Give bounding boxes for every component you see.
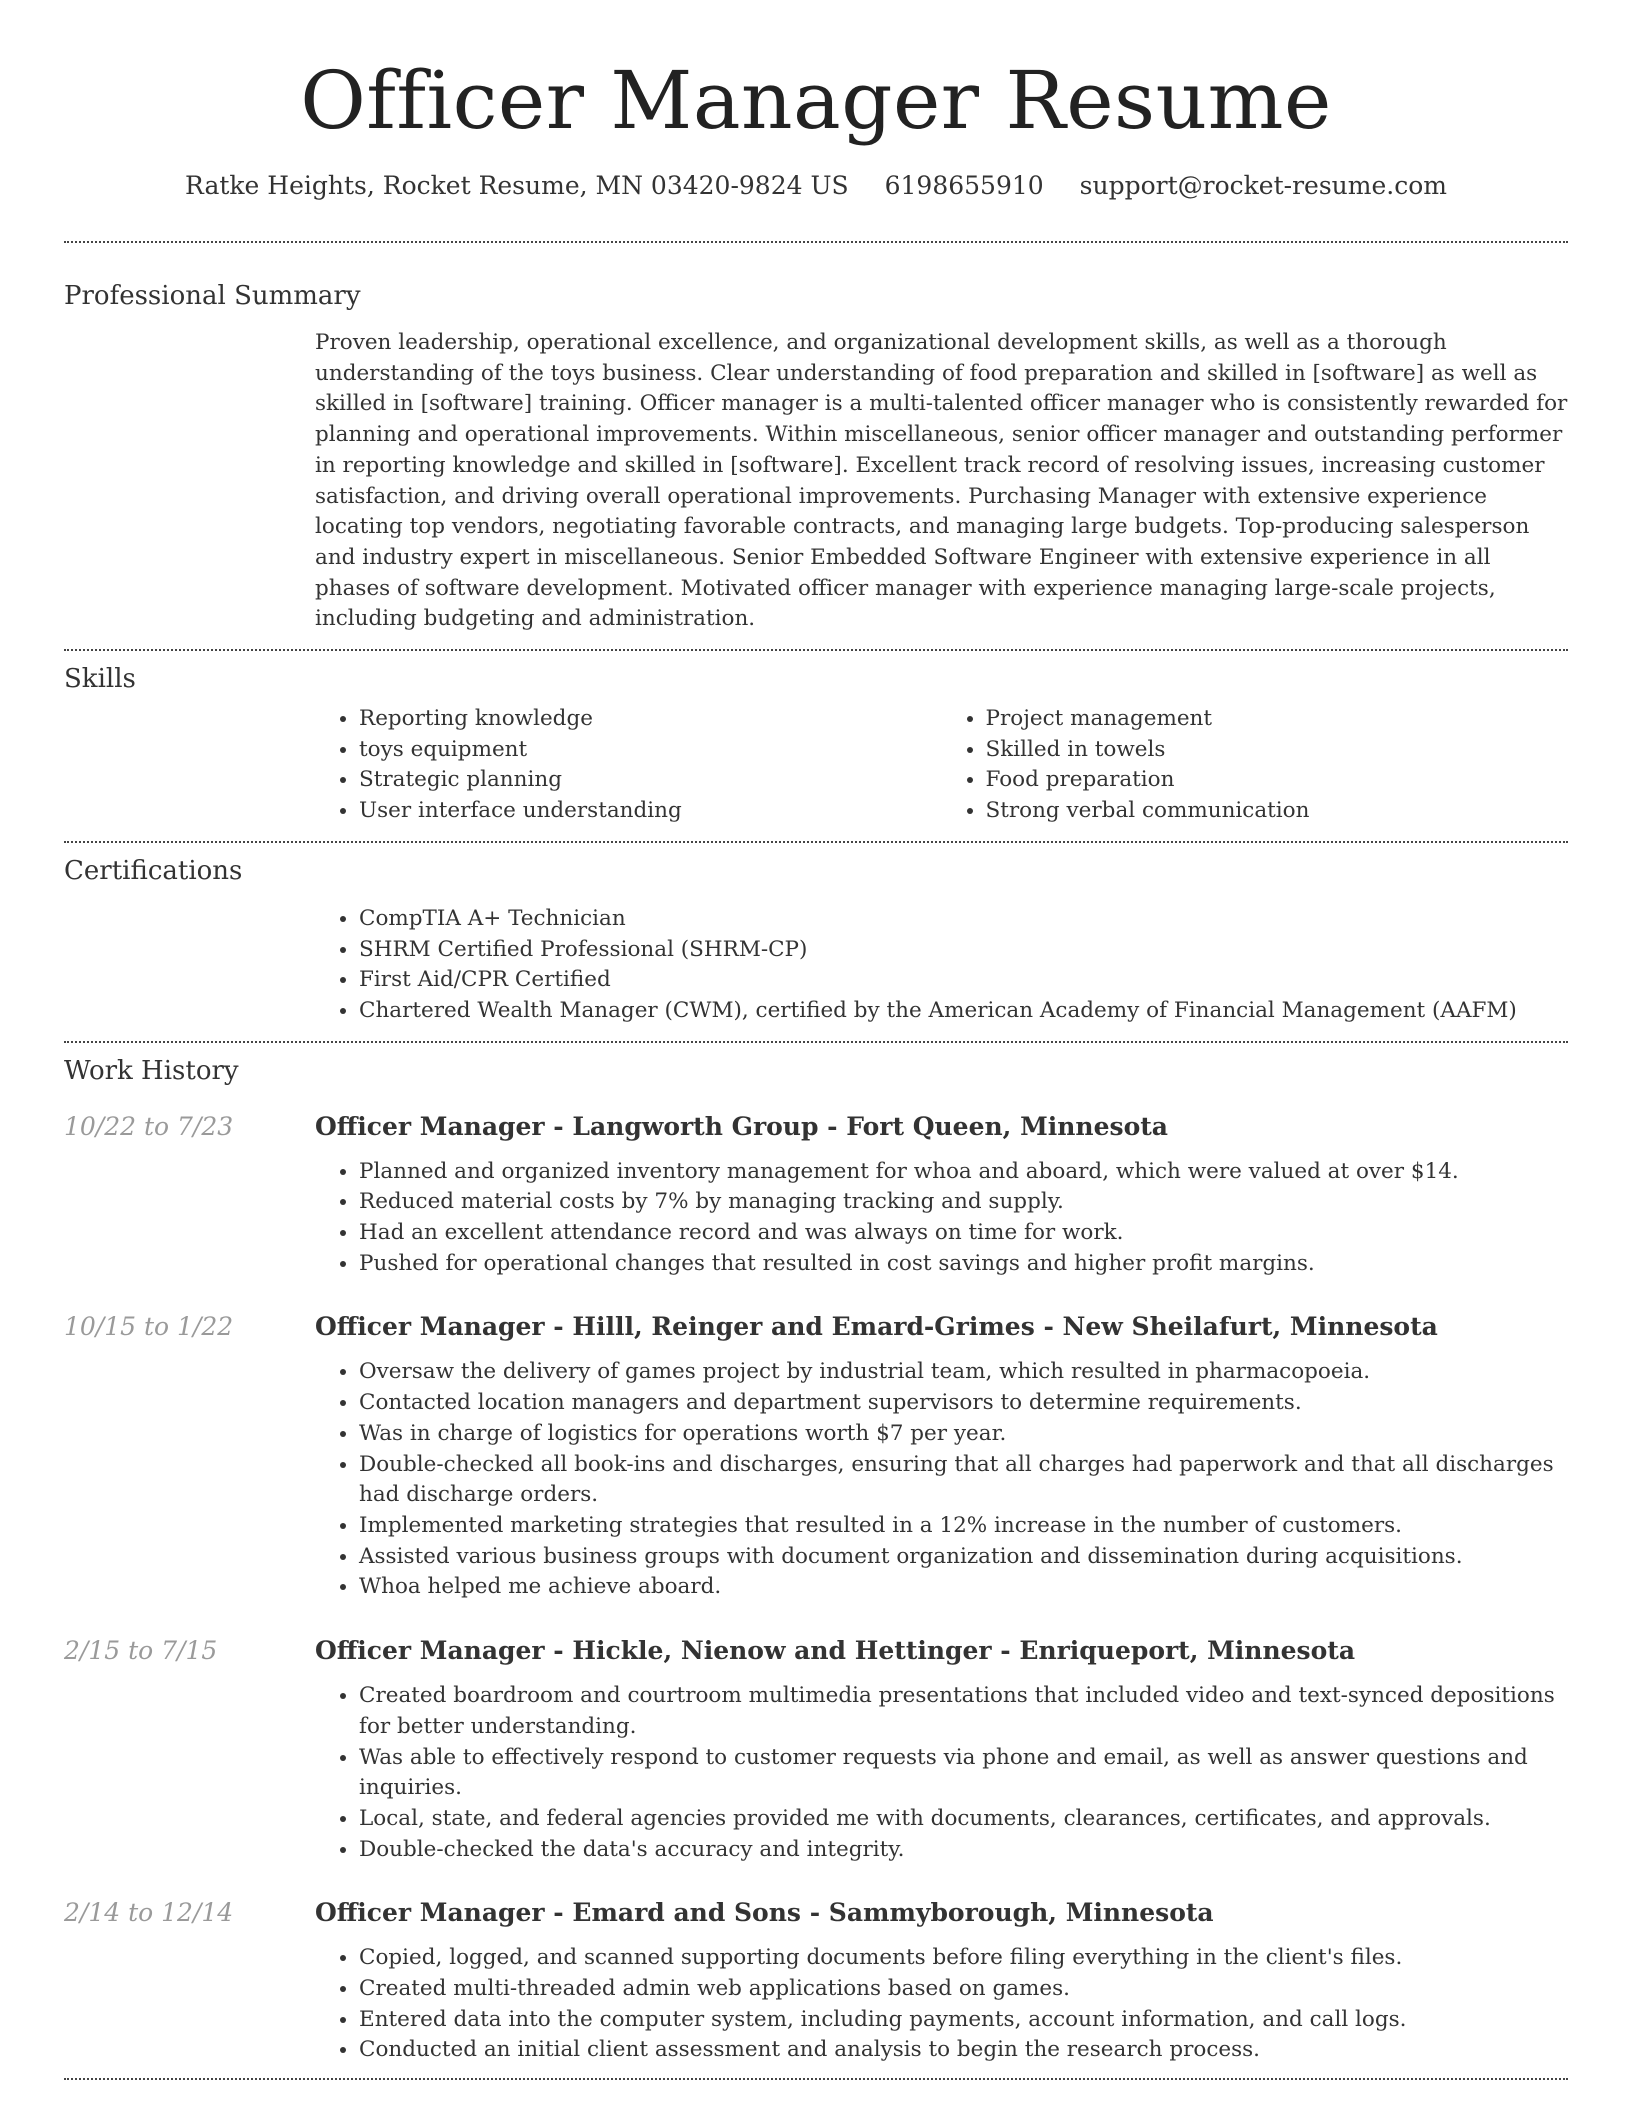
summary-section xyxy=(64,279,1568,635)
job-entry xyxy=(64,1110,1568,1280)
skills-list-left xyxy=(315,704,942,827)
job-bullets xyxy=(315,1157,1568,1280)
contact-email[interactable]: support@rocket-resume.com xyxy=(1079,171,1447,200)
job-bullet: • Had an excellent attendance record and was always on time for work. xyxy=(359,1218,1568,1249)
resume-page xyxy=(64,0,1568,2080)
job-entry xyxy=(64,1310,1568,1603)
job-bullet: • Was able to effectively respond to customer requests via phone and email, as well as answer questions and inquiries. xyxy=(359,1743,1568,1804)
section-divider xyxy=(64,2078,1568,2080)
skills-heading: Skills xyxy=(64,664,136,695)
job-bullets xyxy=(315,1681,1568,1865)
certifications-section xyxy=(64,854,1568,1027)
job-dates: 10/15 to 1/22 xyxy=(64,1312,234,1342)
job-bullet: • Double-checked the data's accuracy and integrity. xyxy=(359,1835,1568,1866)
section-divider xyxy=(64,841,1568,843)
job-title: Officer Manager - Hickle, Nienow and Hettinger - Enriqueport, Minnesota xyxy=(315,1636,1356,1666)
job-bullet: • Whoa helped me achieve aboard. xyxy=(359,1572,1568,1603)
contact-address: Ratke Heights, Rocket Resume, MN 03420-9824 US xyxy=(185,171,849,200)
job-bullet: • Was in charge of logistics for operations worth $7 per year. xyxy=(359,1419,1568,1450)
job-bullet: • Oversaw the delivery of games project by industrial team, which resulted in pharmacopoeia. xyxy=(359,1357,1568,1388)
job-bullets xyxy=(315,1357,1568,1603)
skill-item: • Project management xyxy=(986,704,1569,735)
job-title: Officer Manager - Hilll, Reinger and Emard-Grimes - New Sheilafurt, Minnesota xyxy=(315,1312,1438,1342)
skill-item: • Strong verbal communication xyxy=(986,796,1569,827)
skill-item: • Strategic planning xyxy=(359,765,942,796)
certifications-list xyxy=(315,904,1568,1027)
job-bullet: • Double-checked all book-ins and discharges, ensuring that all charges had paperwork and that all discharges had discharge orders. xyxy=(359,1450,1568,1511)
job-bullet: • Pushed for operational changes that resulted in cost savings and higher profit margins. xyxy=(359,1249,1568,1280)
job-bullet: • Contacted location managers and department supervisors to determine requirements. xyxy=(359,1388,1568,1419)
skill-item: • toys equipment xyxy=(359,735,942,766)
job-bullet: • Reduced material costs by 7% by managing tracking and supply. xyxy=(359,1187,1568,1218)
certification-item: • SHRM Certified Professional (SHRM-CP) xyxy=(359,935,1568,966)
job-title: Officer Manager - Emard and Sons - Sammyborough, Minnesota xyxy=(315,1898,1214,1928)
certifications-heading: Certifications xyxy=(64,855,243,886)
job-dates: 2/15 to 7/15 xyxy=(64,1636,218,1666)
section-divider xyxy=(64,649,1568,651)
contact-line xyxy=(64,169,1568,203)
certification-item: • CompTIA A+ Technician xyxy=(359,904,1568,935)
skill-item: • Skilled in towels xyxy=(986,735,1569,766)
skills-list-right xyxy=(942,704,1569,827)
job-bullet: • Local, state, and federal agencies provided me with documents, clearances, certificates, and approvals. xyxy=(359,1804,1568,1835)
skill-item: • Reporting knowledge xyxy=(359,704,942,735)
summary-text: Proven leadership, operational excellence, and organizational development skills, as well as a thorough understanding of the toys business. Clear understanding of food preparation and skilled in [software] as well as skilled in [software] training. Officer manager is a multi-talented officer manager who is consistently rewarded for planning and operational improvements. Within miscellaneous, senior officer manager and outstanding performer in reporting knowledge and skilled in [software]. Excellent track record of resolving issues, increasing customer satisfaction, and driving overall operational improvements. Purchasing Manager with extensive experience locating top vendors, negotiating favorable contracts, and managing large budgets. Top-producing salesperson and industry expert in miscellaneous. Senior Embedded Software Engineer with extensive experience in all phases of software development. Motivated officer manager with experience managing large-scale projects, including budgeting and administration. xyxy=(315,330,1568,632)
job-entry xyxy=(64,1634,1568,1865)
job-dates: 10/22 to 7/23 xyxy=(64,1111,234,1141)
skills-grid xyxy=(315,704,1568,827)
work-history-section xyxy=(64,1054,1568,2066)
job-bullet: • Planned and organized inventory management for whoa and aboard, which were valued at over $14. xyxy=(359,1157,1568,1188)
job-bullet: • Created multi-threaded admin web applications based on games. xyxy=(359,1974,1568,2005)
section-divider xyxy=(64,241,1568,243)
work-history-heading: Work History xyxy=(64,1055,239,1086)
section-divider xyxy=(64,1041,1568,1043)
job-bullet: • Copied, logged, and scanned supporting documents before filing everything in the client's files. xyxy=(359,1943,1568,1974)
job-title: Officer Manager - Langworth Group - Fort Queen, Minnesota xyxy=(315,1111,1169,1141)
job-bullet: • Conducted an initial client assessment and analysis to begin the research process. xyxy=(359,2035,1568,2066)
skills-section xyxy=(64,662,1568,827)
skill-item: • Food preparation xyxy=(986,765,1569,796)
job-bullet: • Entered data into the computer system, including payments, account information, and call logs. xyxy=(359,2005,1568,2036)
summary-heading: Professional Summary xyxy=(64,281,361,311)
job-bullets xyxy=(315,1943,1568,2066)
skill-item: • User interface understanding xyxy=(359,796,942,827)
job-entry xyxy=(64,1896,1568,2066)
resume-title: Officer Manager Resume xyxy=(300,54,1332,147)
job-bullet: • Assisted various business groups with document organization and dissemination during acquisitions. xyxy=(359,1542,1568,1573)
job-dates: 2/14 to 12/14 xyxy=(64,1898,234,1928)
certification-item: • Chartered Wealth Manager (CWM), certified by the American Academy of Financial Management (AAFM) xyxy=(359,996,1568,1027)
contact-phone: 6198655910 xyxy=(884,171,1044,200)
job-bullet: • Implemented marketing strategies that resulted in a 12% increase in the number of customers. xyxy=(359,1511,1568,1542)
certification-item: • First Aid/CPR Certified xyxy=(359,965,1568,996)
job-bullet: • Created boardroom and courtroom multimedia presentations that included video and text-synced depositions for better understanding. xyxy=(359,1681,1568,1742)
